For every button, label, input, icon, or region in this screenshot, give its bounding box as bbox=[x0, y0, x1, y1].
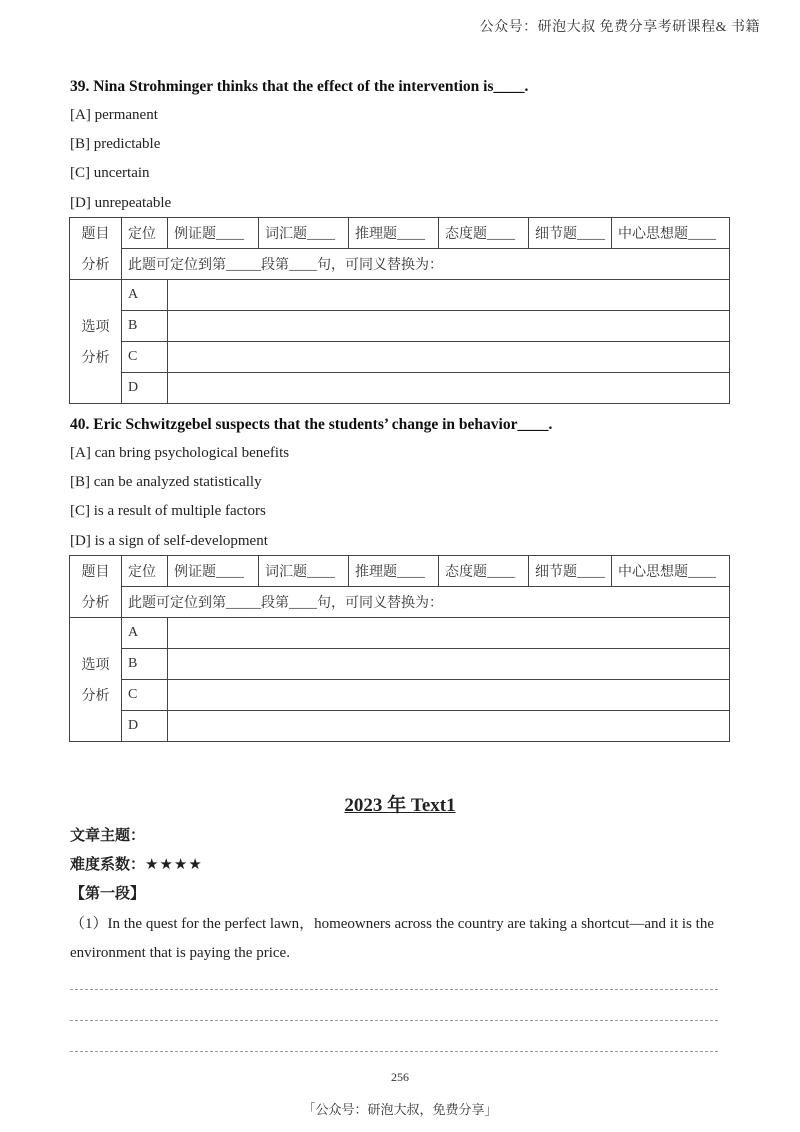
question-39-option-d: [D] unrepeatable bbox=[70, 195, 172, 211]
label-empty bbox=[70, 711, 122, 742]
option-letter-c: C bbox=[122, 680, 168, 711]
option-analysis-b bbox=[168, 649, 730, 680]
type-detail: 细节题____ bbox=[529, 556, 612, 587]
writing-line-1[interactable] bbox=[70, 989, 718, 990]
type-detail: 细节题____ bbox=[529, 218, 612, 249]
difficulty-stars: ★★★★ bbox=[145, 855, 203, 873]
question-39-analysis-table bbox=[69, 217, 730, 404]
option-analysis-d bbox=[168, 373, 730, 404]
question-39-title: 39. Nina Strohminger thinks that the effect of the intervention is____. bbox=[70, 78, 529, 95]
type-locate: 定位 bbox=[122, 556, 168, 587]
type-inference: 推理题____ bbox=[349, 218, 439, 249]
option-letter-d: D bbox=[122, 373, 168, 404]
paragraph-sentence-1: （1）In the quest for the perfect lawn，homeowners across the country are taking a shortcut—and it is the environment that is paying the price. bbox=[70, 916, 714, 961]
question-40-analysis-table bbox=[69, 555, 730, 742]
section-title-text: 2023 年 Text1 bbox=[344, 795, 456, 816]
type-example: 例证题____ bbox=[168, 556, 259, 587]
type-main-idea: 中心思想题____ bbox=[612, 218, 730, 249]
option-letter-b: B bbox=[122, 311, 168, 342]
label-fenxi: 分析 bbox=[70, 249, 122, 280]
label-timu: 题目 bbox=[70, 218, 122, 249]
type-vocabulary: 词汇题____ bbox=[259, 556, 349, 587]
option-analysis-d bbox=[168, 711, 730, 742]
option-analysis-c bbox=[168, 342, 730, 373]
question-40-option-b: [B] can be analyzed statistically bbox=[70, 474, 262, 490]
type-example: 例证题____ bbox=[168, 218, 259, 249]
writing-line-2[interactable] bbox=[70, 1020, 718, 1021]
option-letter-a: A bbox=[122, 618, 168, 649]
page-footer: 「公众号：研泡大叔，免费分享」 bbox=[302, 1102, 498, 1117]
difficulty-label: 难度系数： bbox=[70, 855, 146, 873]
type-attitude: 态度题____ bbox=[439, 218, 529, 249]
option-analysis-a bbox=[168, 280, 730, 311]
type-vocabulary: 词汇题____ bbox=[259, 218, 349, 249]
article-topic-label: 文章主题： bbox=[70, 826, 146, 844]
type-attitude: 态度题____ bbox=[439, 556, 529, 587]
writing-line-3[interactable] bbox=[70, 1051, 718, 1052]
question-39-option-a: [A] permanent bbox=[70, 107, 158, 123]
page-header: 公众号：研泡大叔 免费分享考研课程& 书籍 bbox=[479, 20, 760, 35]
type-locate: 定位 bbox=[122, 218, 168, 249]
locate-text: 此题可定位到第_____段第____句，可同义替换为： bbox=[122, 587, 730, 618]
label-xuanxiang: 选项 bbox=[70, 311, 122, 342]
difficulty-line bbox=[70, 853, 203, 874]
option-letter-c: C bbox=[122, 342, 168, 373]
question-40-title: 40. Eric Schwitzgebel suspects that the students’ change in behavior____. bbox=[70, 416, 553, 433]
type-inference: 推理题____ bbox=[349, 556, 439, 587]
option-letter-b: B bbox=[122, 649, 168, 680]
label-empty bbox=[70, 373, 122, 404]
question-40-option-d: [D] is a sign of self-development bbox=[70, 533, 268, 549]
option-analysis-c bbox=[168, 680, 730, 711]
label-xuanxiang bbox=[70, 618, 122, 649]
option-letter-a: A bbox=[122, 280, 168, 311]
option-letter-d: D bbox=[122, 711, 168, 742]
section-title bbox=[0, 790, 800, 817]
option-analysis-b bbox=[168, 311, 730, 342]
question-40-option-a: [A] can bring psychological benefits bbox=[70, 445, 290, 461]
label-fenxi: 分析 bbox=[70, 587, 122, 618]
label-fenxi-options: 分析 bbox=[70, 342, 122, 373]
label-xuanxiang bbox=[70, 280, 122, 311]
page-number: 256 bbox=[391, 1070, 409, 1084]
locate-text: 此题可定位到第_____段第____句，可同义替换为： bbox=[122, 249, 730, 280]
question-39-option-b: [B] predictable bbox=[70, 136, 161, 152]
label-timu: 题目 bbox=[70, 556, 122, 587]
question-39-option-c: [C] uncertain bbox=[70, 165, 150, 181]
paragraph-label: 【第一段】 bbox=[70, 884, 146, 902]
type-main-idea: 中心思想题____ bbox=[612, 556, 730, 587]
label-fenxi-options: 分析 bbox=[70, 680, 122, 711]
option-analysis-a bbox=[168, 618, 730, 649]
question-40-option-c: [C] is a result of multiple factors bbox=[70, 503, 266, 519]
label-xuanxiang: 选项 bbox=[70, 649, 122, 680]
